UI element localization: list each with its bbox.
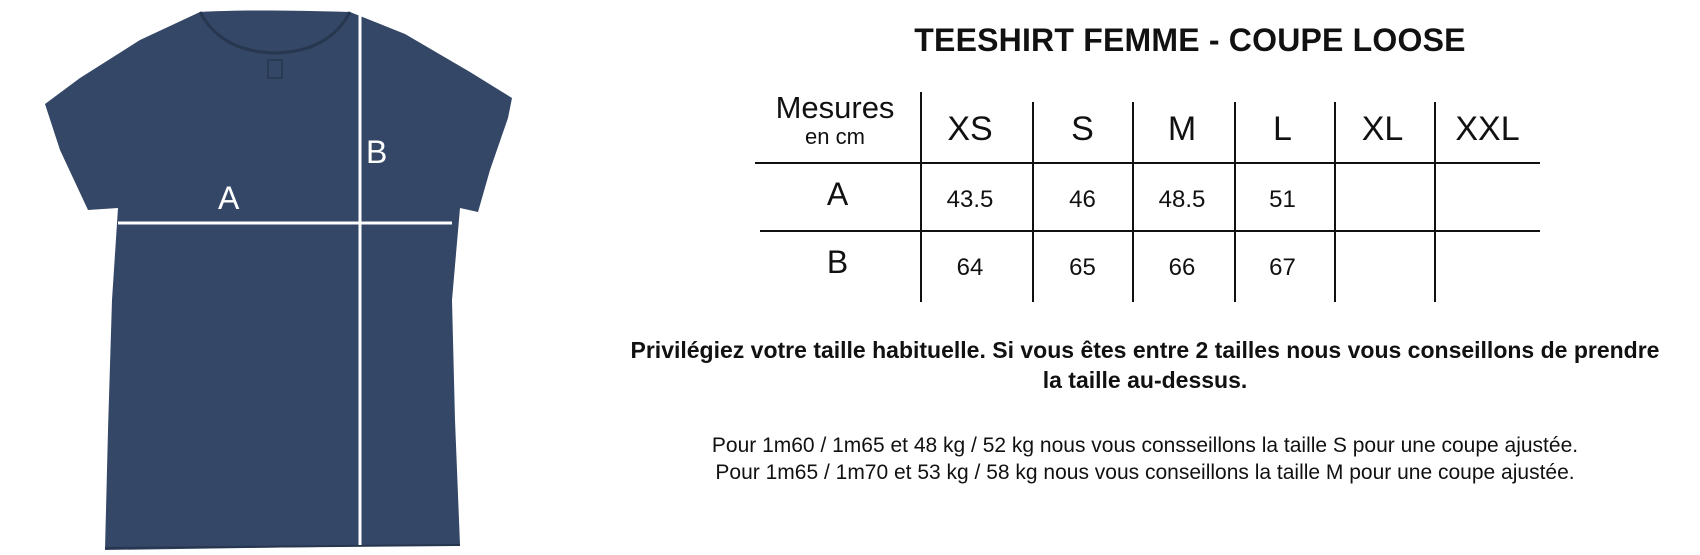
value-a-m: 48.5 bbox=[1158, 186, 1206, 213]
size-header-m: M bbox=[1167, 110, 1197, 148]
size-advice-line-1: Pour 1m60 / 1m65 et 48 kg / 52 kg nous vous consseillons la taille S pour une coupe ajustée. bbox=[711, 434, 1579, 457]
size-header-s: S bbox=[1071, 110, 1094, 148]
value-b-xs: 64 bbox=[956, 254, 984, 281]
page-title: TEESHIRT FEMME - COUPE LOOSE bbox=[914, 22, 1466, 58]
corner-sub: en cm bbox=[805, 124, 865, 149]
size-header-xs: XS bbox=[947, 110, 993, 148]
value-b-s: 65 bbox=[1069, 254, 1096, 281]
measure-label-a: A bbox=[218, 180, 240, 216]
corner-header bbox=[755, 92, 915, 158]
row-label-a: A bbox=[826, 176, 849, 212]
value-b-m: 66 bbox=[1168, 254, 1196, 281]
size-advice-bold: Privilégiez votre taille habituelle. Si vous êtes entre 2 tailles nous vous conseillons de prendre la taille au-dessus. bbox=[630, 337, 1660, 393]
value-a-xs: 43.5 bbox=[946, 186, 994, 213]
value-b-l: 67 bbox=[1269, 254, 1296, 281]
tshirt-body bbox=[45, 11, 512, 551]
tshirt-illustration bbox=[0, 0, 560, 555]
corner-main: Mesures bbox=[775, 90, 895, 125]
size-header-xl: XL bbox=[1361, 110, 1404, 148]
size-header-xxl: XXL bbox=[1455, 110, 1520, 148]
size-header-l: L bbox=[1273, 110, 1292, 148]
value-a-l: 51 bbox=[1269, 186, 1296, 213]
value-a-s: 46 bbox=[1069, 186, 1096, 213]
tshirt-graphic bbox=[0, 0, 560, 555]
measure-label-b: B bbox=[366, 134, 388, 170]
size-advice-line-2: Pour 1m65 / 1m70 et 53 kg / 58 kg nous vous conseillons la taille M pour une coupe ajustée. bbox=[715, 461, 1575, 484]
size-table bbox=[755, 92, 1540, 302]
row-label-b: B bbox=[826, 244, 849, 280]
